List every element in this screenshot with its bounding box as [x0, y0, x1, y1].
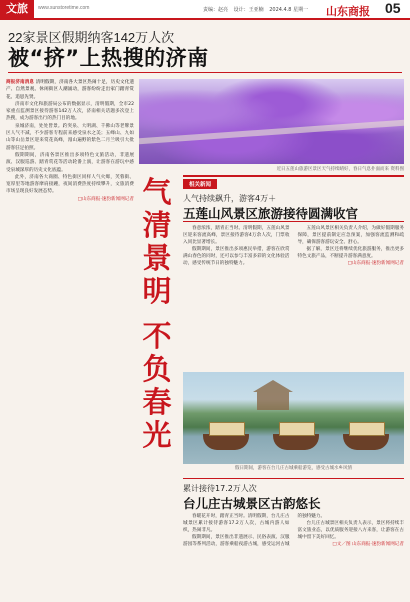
- page-number: 05: [385, 0, 401, 16]
- body-paragraph: 济南市文化和旅游局公布的数据显示，清明假期，全市22家重点监测景区接待游客142万人次，济南相关话题多次登上热搜，成为游客出行的热门目的地。: [6, 101, 134, 122]
- body-paragraph: 五莲山风景区相关负责人介绍，为做好假期服务保障，景区提前制定应急预案，加强客流监测和疏导，确保游客游玩安全、舒心。: [297, 226, 404, 246]
- related-body: [183, 225, 404, 268]
- related-title: 五莲山风景区旅游接待圆满收官: [183, 206, 359, 221]
- boat-shape: [203, 434, 249, 450]
- lead-lede: 清明假期，济南各大景区热闹十足，历史文化遗产、自然景观、休闲街区人潮涌动，游客纷纷走出家门踏青赏花、追思先贤。: [6, 80, 134, 100]
- slogan-char: 春: [142, 385, 172, 419]
- edition-meta: [203, 6, 312, 13]
- lead-headline: 被“挤”上热搜的济南: [8, 46, 209, 70]
- related-news-tag: 相关新闻: [183, 179, 217, 189]
- boat-shape: [343, 434, 389, 450]
- body-paragraph: 春暖花开时，踏青正当时。清明假期，台儿庄古城景区累计接待游客17.2万人次，古城内游人如织，热闹非凡。: [183, 514, 290, 534]
- slogan-char: 明: [142, 274, 172, 308]
- photo-bridge-shape: [139, 120, 404, 145]
- slogan-char: 清: [142, 208, 172, 242]
- bottom-subtitle: 累计接待17.2万人次: [183, 484, 257, 493]
- headline-rule: [8, 72, 402, 73]
- lead-article-body: [6, 79, 134, 203]
- site-url: www.sunstoretime.com: [38, 5, 90, 11]
- boat-shape: [273, 434, 319, 450]
- bottom-rule: [183, 478, 404, 479]
- body-paragraph: 泉城济南，处处皆景。趵突泉、大明湖、千佛山等老牌景区人气不减，不少游客专程前来感受泉水之美；五峰山、九如山等山岳景区迎来赏花高峰，漫山遍野的紫色二月兰吸引大批游客驻足拍照。: [6, 123, 134, 151]
- lead-paragraph: [6, 79, 134, 101]
- body-paragraph: 春意浓浓，踏青正当时。清明假期，五莲山风景区迎来客流高峰，景区接待游客4万余人次，门票收入同比显著增长。: [183, 226, 290, 246]
- designer-credit: 设计：王亚楠: [233, 7, 264, 13]
- slogan-char: 光: [142, 418, 172, 452]
- body-paragraph: 假期期间，景区推出非遗展示、民俗表演、汉服游园等系列活动，游客乘船夜游古城，感受运河古城的独特魅力。: [183, 514, 326, 548]
- body-paragraph: 台儿庄古城景区相关负责人表示，景区将持续丰富文旅业态，以优质服务迎接八方来客，让游客在古城中留下美好回忆。: [297, 521, 404, 541]
- masthead: [0, 0, 410, 20]
- related-news-box: [183, 175, 404, 370]
- related-rule: [183, 221, 404, 222]
- lead-signature: □山东商报·速豹新闻网记者: [77, 196, 134, 202]
- lead-byline: 商报济南消息: [6, 80, 35, 85]
- slogan-char: 景: [142, 241, 172, 275]
- related-subtitle: 人气持续飙升，游客4万＋: [183, 194, 277, 203]
- bottom-title: 台儿庄古城景区古韵悠长: [183, 496, 321, 511]
- pagoda-shape: [253, 380, 293, 410]
- issue-date: 2024.4.8 星期一: [269, 7, 309, 13]
- main-photo-caption: 近日五莲山旅游区景区天气持续晴好，春日气息扑面而来 资料图: [276, 167, 404, 172]
- vertical-slogan: [139, 176, 175, 452]
- section-tag: 文旅: [0, 0, 34, 18]
- boat-photo: [183, 372, 404, 464]
- body-paragraph: 假期期间，济南各景区推出多项特色文旅活动，非遗展演、汉服巡游、踏青赏花等活动轮番上演，让游客在游玩中感受泉城深厚的历史文化底蕴。: [6, 152, 134, 173]
- slogan-char: 不: [142, 319, 172, 353]
- body-paragraph: 据了解，景区还将继续优化旅游服务，推出更多特色文旅产品，不断提升游客满意度。: [297, 247, 404, 260]
- paper-name: 山东商报: [326, 5, 370, 18]
- boat-photo-caption: 假日期间，游客在台儿庄古城乘船游览，感受古城水乡风情: [235, 466, 352, 471]
- bottom-signature: □文／图 山东商报·速豹新闻网记者: [332, 542, 404, 548]
- body-paragraph: 假期期间，景区推出多项惠民举措，游客在欣赏满山春色的同时，还可以参与丰富多彩的文化体验活动，感受传统节日的独特魅力。: [183, 247, 290, 267]
- related-signature: □山东商报·速豹新闻网记者: [347, 261, 404, 267]
- lavender-field-photo: [139, 79, 404, 164]
- body-paragraph: 此外，济南各大商圈、特色街区同样人气火爆，芙蓉街、宽厚里等地游客摩肩接踵，夜间消费热度持续攀升，文旅消费市场呈现良好发展态势。: [6, 174, 134, 195]
- slogan-char: 气: [142, 175, 172, 209]
- slogan-char: 负: [142, 352, 172, 386]
- bottom-body: [183, 513, 404, 548]
- editor-credit: 责编：赵亮: [203, 7, 229, 13]
- lead-kicker: 22家景区假期纳客142万人次: [8, 30, 175, 45]
